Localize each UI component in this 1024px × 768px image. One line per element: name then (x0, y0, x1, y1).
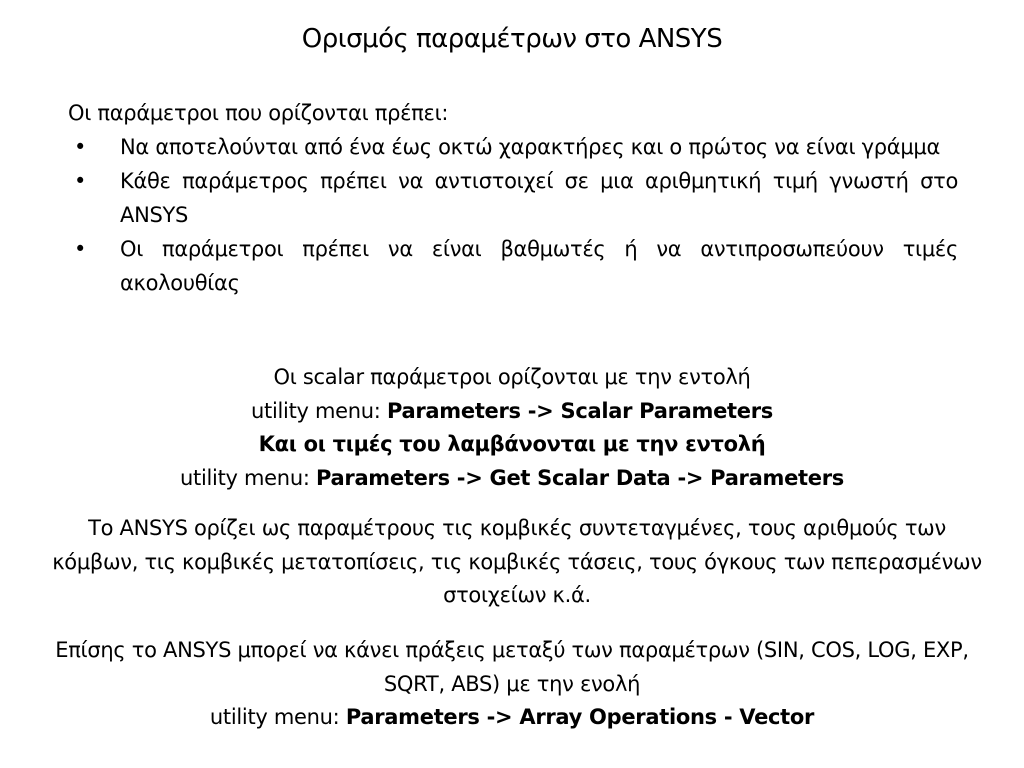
menu-prefix: utility menu: (180, 465, 316, 490)
bullet-icon: • (74, 237, 87, 261)
ansys-parameters-paragraph: Το ANSYS ορίζει ως παραμέτρους τις κομβικές συντεταγμένες, τους αριθμούς των κόμβων, τις κομβικές μετατοπίσεις, τις κομβικές τάσεις, τους όγκους των πεπερασμένων στοιχείων κ.ά. (52, 516, 982, 607)
scalar-command-line (0, 395, 1024, 429)
list-item-text: Κάθε παράμετρος πρέπει να αντιστοιχεί σε μια αριθμητική τιμή γνωστή στο ANSYS (120, 169, 958, 227)
list-item-text: Να αποτελούνται από ένα έως οκτώ χαρακτήρες και ο πρώτος να είναι γράμμα (120, 135, 941, 159)
list-item-text: Οι παράμετροι πρέπει να είναι βαθμωτές ή να αντιπροσωπεύουν τιμές ακολουθίας (120, 237, 958, 295)
list-item (68, 232, 958, 300)
intro-lead: Οι παράμετροι που ορίζονται πρέπει: (68, 101, 449, 125)
scalar-values-line: Και οι τιμές του λαμβάνονται με την εντολή (258, 432, 766, 456)
operations-text: Επίσης το ANSYS μπορεί να κάνει πράξεις μεταξύ των παραμέτρων (SIN, COS, LOG, EXP, SQRT, ABS) με την ενολή (55, 638, 969, 696)
menu-command: Parameters -> Scalar Parameters (386, 398, 773, 423)
menu-command: Parameters -> Get Scalar Data -> Parameters (315, 465, 844, 490)
list-item (68, 130, 958, 164)
scalar-parameters-section (0, 361, 1024, 495)
menu-prefix: utility menu: (251, 398, 387, 423)
bullet-icon: • (74, 169, 87, 193)
list-item (68, 164, 958, 232)
requirements-list (68, 130, 958, 300)
bullet-icon: • (74, 135, 87, 159)
menu-command: Parameters -> Array Operations - Vector (345, 705, 815, 729)
slide-title: Ορισμός παραμέτρων στο ANSYS (301, 24, 723, 54)
menu-prefix: utility menu: (209, 705, 346, 729)
get-data-command-line (0, 462, 1024, 496)
scalar-intro-line: Οι scalar παράμετροι ορίζονται με την εντολή (273, 365, 751, 389)
intro-section (68, 96, 958, 300)
operations-command-line (30, 701, 994, 735)
operations-section (30, 634, 994, 735)
